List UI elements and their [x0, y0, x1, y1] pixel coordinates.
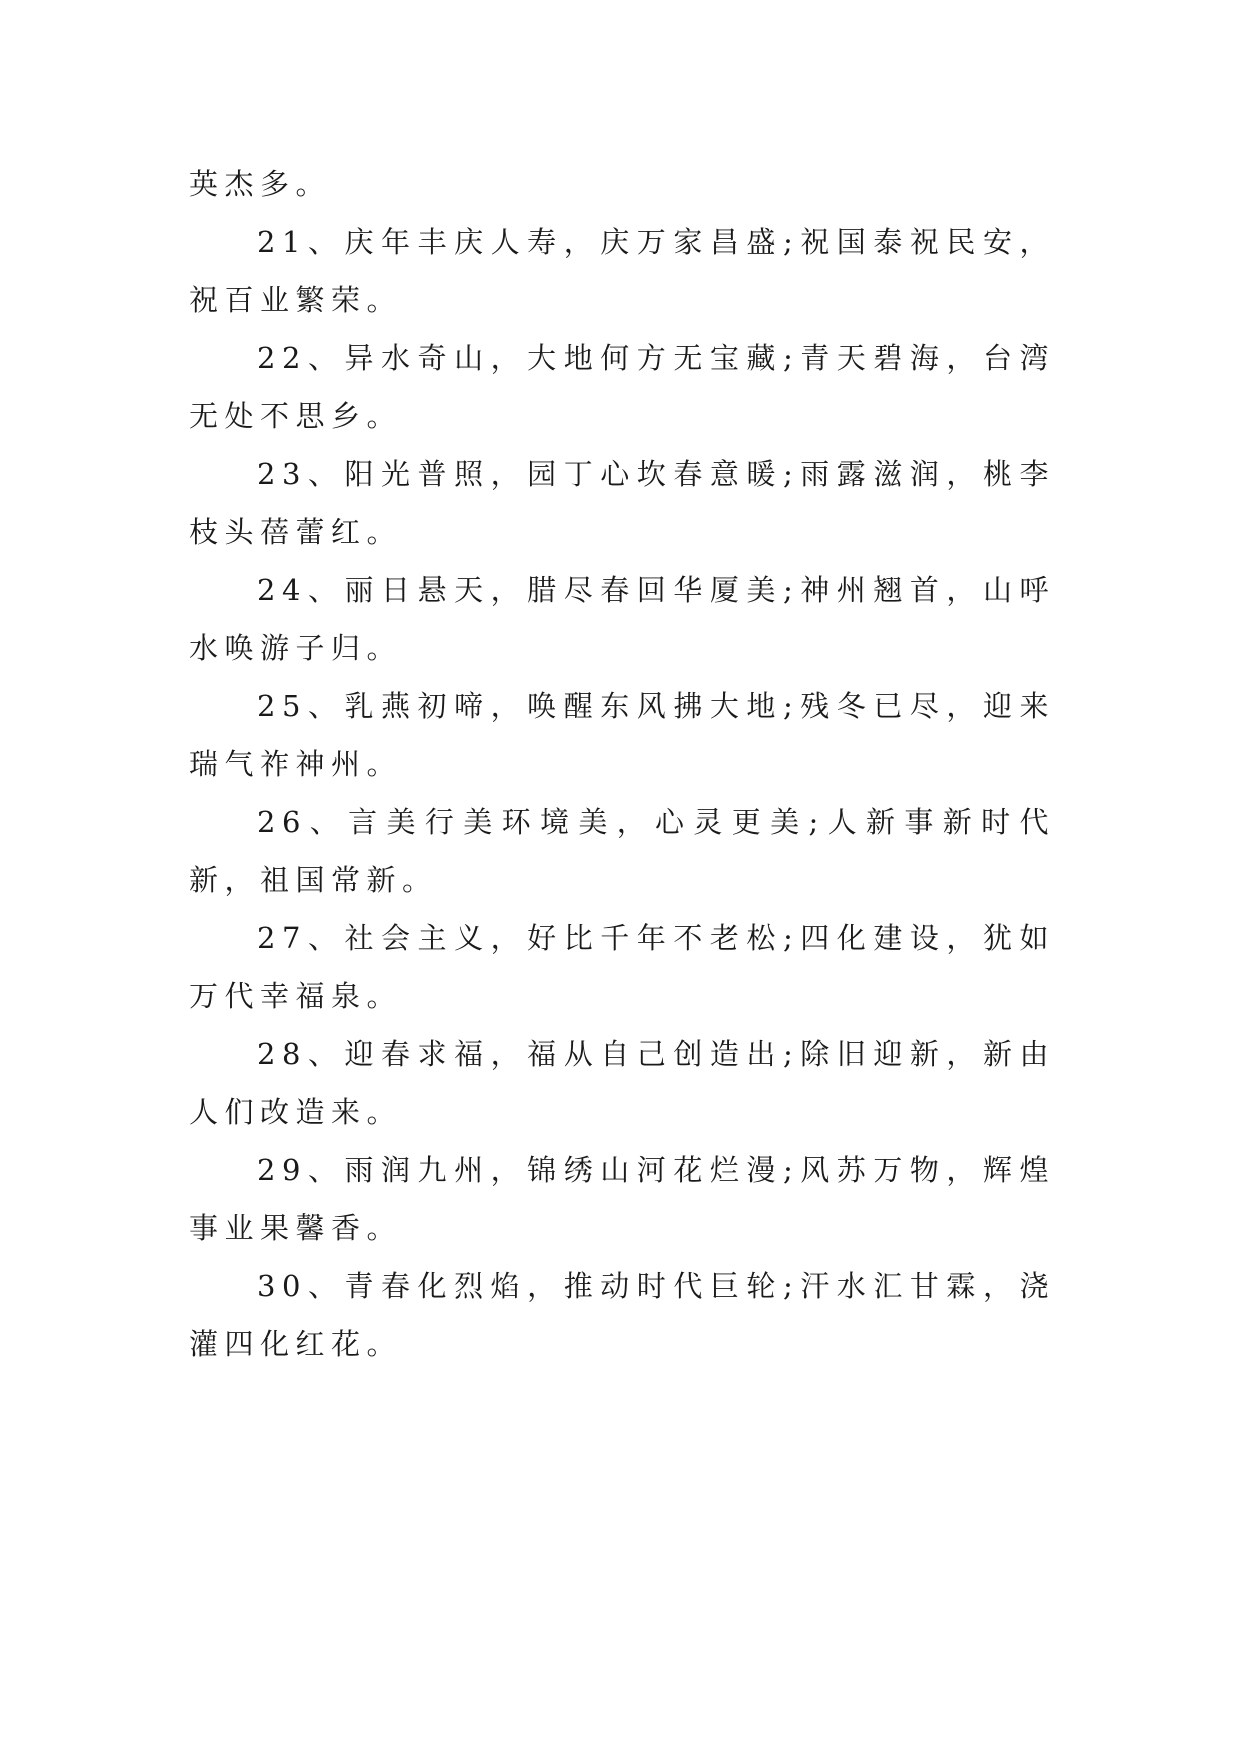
- couplet-29: 29、雨润九州，锦绣山河花烂漫;风苏万物，辉煌事业果馨香。: [189, 1153, 1055, 1245]
- document-body: [189, 155, 1055, 1373]
- couplet-21: 21、庆年丰庆人寿，庆万家昌盛;祝国泰祝民安，祝百业繁荣。: [189, 225, 1055, 317]
- couplet-23: 23、阳光普照，园丁心坎春意暖;雨露滋润，桃李枝头蓓蕾红。: [189, 457, 1055, 549]
- couplet-26: 26、言美行美环境美，心灵更美;人新事新时代新，祖国常新。: [189, 805, 1055, 897]
- couplet-24: 24、丽日悬天，腊尽春回华厦美;神州翘首，山呼水唤游子归。: [189, 573, 1055, 665]
- couplet-27: 27、社会主义，好比千年不老松;四化建设，犹如万代幸福泉。: [189, 921, 1055, 1013]
- paragraph-continuation: 英杰多。: [189, 167, 332, 201]
- couplet-25: 25、乳燕初啼，唤醒东风拂大地;残冬已尽，迎来瑞气祚神州。: [189, 689, 1055, 781]
- couplet-28: 28、迎春求福，福从自己创造出;除旧迎新，新由人们改造来。: [189, 1037, 1055, 1129]
- couplet-22: 22、异水奇山，大地何方无宝藏;青天碧海，台湾无处不思乡。: [189, 341, 1055, 433]
- couplet-30: 30、青春化烈焰，推动时代巨轮;汗水汇甘霖，浇灌四化红花。: [189, 1269, 1055, 1361]
